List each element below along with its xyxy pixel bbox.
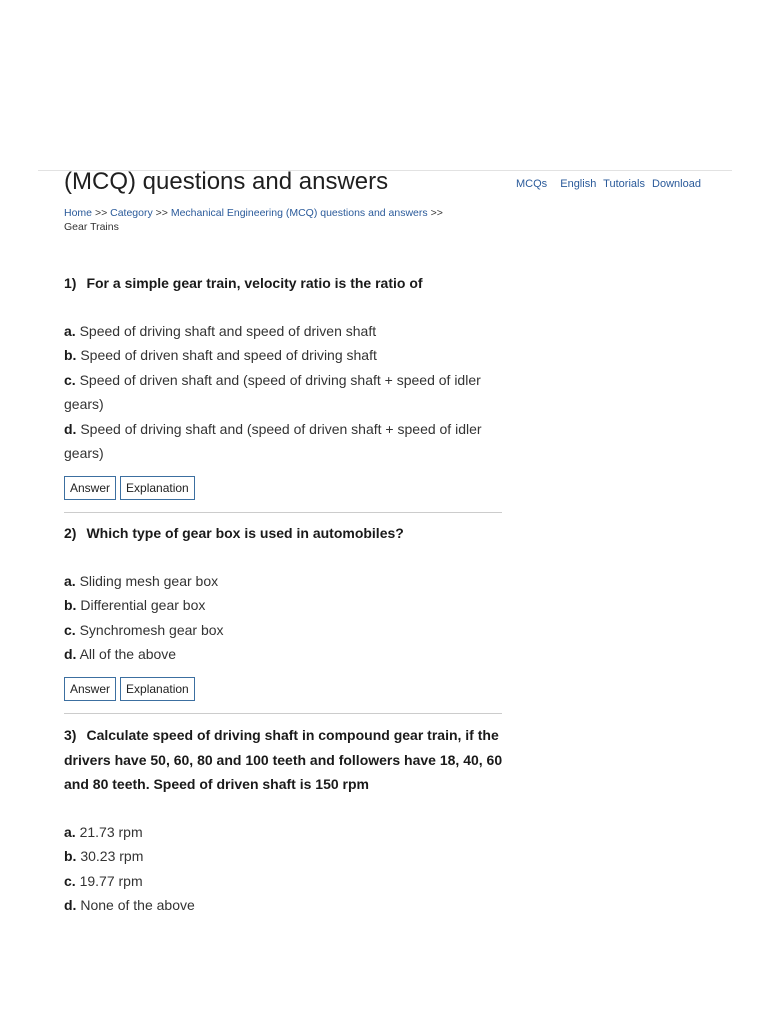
option-b xyxy=(64,844,504,869)
option-c xyxy=(64,368,504,417)
nav-link-mcqs[interactable]: MCQs xyxy=(516,178,548,190)
button-row xyxy=(64,677,504,701)
option-text: Speed of driven shaft and (speed of driving shaft + speed of idler gears) xyxy=(64,371,481,412)
breadcrumb-separator: >> xyxy=(155,207,168,219)
option-letter: c. xyxy=(64,371,76,388)
option-d xyxy=(64,642,504,667)
option-list xyxy=(64,569,504,667)
option-letter: d. xyxy=(64,897,77,913)
nav-link-download[interactable]: Download xyxy=(652,178,701,190)
option-text: Speed of driving shaft and (speed of driven shaft + speed of idler gears) xyxy=(64,420,482,461)
answer-button[interactable]: Answer xyxy=(64,476,116,500)
option-text: Speed of driven shaft and speed of driving shaft xyxy=(80,347,377,363)
option-a xyxy=(64,820,504,845)
breadcrumb-home[interactable]: Home xyxy=(64,207,93,219)
option-list xyxy=(64,319,504,466)
option-text: 19.77 rpm xyxy=(79,872,143,889)
option-text: 30.23 rpm xyxy=(80,848,144,864)
option-c xyxy=(64,618,504,643)
question-body: Which type of gear box is used in automobiles? xyxy=(86,525,404,541)
option-text: None of the above xyxy=(80,897,195,913)
question-number: 3) xyxy=(64,727,77,743)
page-title: (MCQ) questions and answers xyxy=(64,168,389,195)
option-text: Speed of driving shaft and speed of driven shaft xyxy=(79,322,377,339)
option-b xyxy=(64,343,504,368)
nav-link-english[interactable]: English xyxy=(560,178,597,190)
option-letter: a. xyxy=(64,572,76,589)
question-text xyxy=(64,271,504,296)
question-block-3 xyxy=(64,723,504,918)
breadcrumb-current: Gear Trains xyxy=(64,221,119,233)
option-letter: a. xyxy=(64,823,76,840)
question-block-1 xyxy=(64,271,504,513)
option-text: Sliding mesh gear box xyxy=(79,572,219,589)
question-text xyxy=(64,521,504,546)
option-letter: c. xyxy=(64,621,76,638)
option-c xyxy=(64,869,504,894)
option-letter: b. xyxy=(64,848,77,864)
option-text: Differential gear box xyxy=(80,597,206,613)
option-list xyxy=(64,820,504,918)
question-body: For a simple gear train, velocity ratio is the ratio of xyxy=(86,275,423,291)
option-d xyxy=(64,893,504,918)
option-letter: b. xyxy=(64,597,77,613)
top-nav xyxy=(516,178,711,190)
breadcrumb-category[interactable]: Category xyxy=(110,207,153,219)
option-letter: a. xyxy=(64,322,76,339)
option-b xyxy=(64,593,504,618)
nav-link-tutorials[interactable]: Tutorials xyxy=(603,178,645,190)
option-text: 21.73 rpm xyxy=(79,823,143,840)
question-body: Calculate speed of driving shaft in compound gear train, if the drivers have 50, 60, 80 and 100 teeth and followers have 18, 40, 60 and 80 teeth. Speed of driven shaft is 150 rpm xyxy=(64,727,503,792)
option-letter: b. xyxy=(64,347,77,363)
option-a xyxy=(64,569,504,594)
breadcrumb-separator: >> xyxy=(94,207,108,219)
explanation-button[interactable]: Explanation xyxy=(120,677,195,701)
breadcrumb-separator: >> xyxy=(430,207,443,219)
question-block-2 xyxy=(64,521,504,714)
question-number: 2) xyxy=(64,525,77,541)
option-d xyxy=(64,417,504,466)
breadcrumb-subject[interactable]: Mechanical Engineering (MCQ) questions and answers xyxy=(170,207,428,219)
option-text: Synchromesh gear box xyxy=(79,621,224,638)
option-letter: c. xyxy=(64,872,76,889)
option-letter: d. xyxy=(64,646,77,662)
option-a xyxy=(64,319,504,344)
option-text: All of the above xyxy=(79,646,177,662)
question-divider xyxy=(64,512,502,513)
question-text xyxy=(64,723,504,797)
explanation-button[interactable]: Explanation xyxy=(120,476,195,500)
breadcrumb xyxy=(64,206,494,234)
question-divider xyxy=(64,713,502,714)
answer-button[interactable]: Answer xyxy=(64,677,116,701)
button-row xyxy=(64,476,504,500)
option-letter: d. xyxy=(64,420,77,437)
question-number: 1) xyxy=(64,275,77,291)
